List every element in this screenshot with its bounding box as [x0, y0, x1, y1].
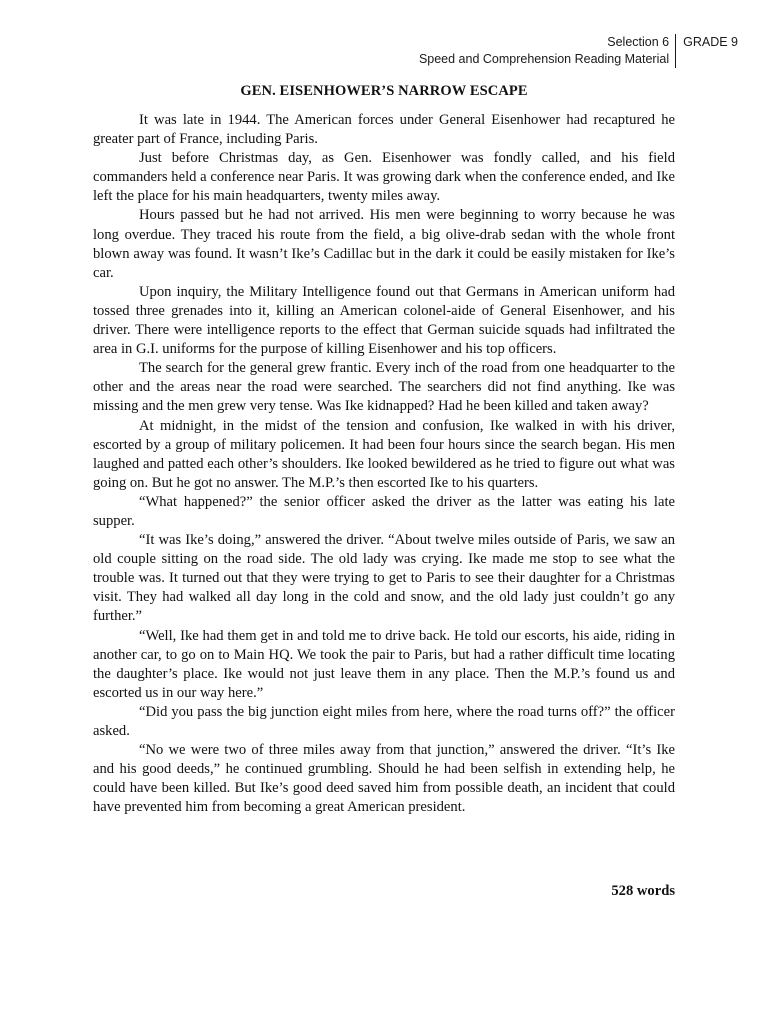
paragraph: “What happened?” the senior officer asked the driver as the latter was eating his late supper.: [93, 493, 675, 529]
header-right-block: [676, 34, 738, 68]
paragraph: Hours passed but he had not arrived. His men were beginning to worry because he was long overdue. They traced his route from the field, a big olive-drab sedan with the whole front blown away was found. It wasn’t Ike’s Cadillac but in the dark it could be easily mistaken for Ike’s car.: [93, 207, 675, 281]
word-count: 528 words: [611, 883, 675, 899]
selection-label: Selection 6: [607, 35, 670, 49]
document-body: [93, 111, 675, 817]
paragraph: “Well, Ike had them get in and told me to drive back. He told our escorts, his aide, riding in another car, to go on to Main HQ. We took the pair to Paris, but had a rather difficult time locating the daughter’s place. Ike would not just leave them in any place. Then the M.P.’s found us and escorted us in our way here.”: [93, 627, 675, 701]
document-title: GEN. EISENHOWER’S NARROW ESCAPE: [240, 83, 528, 99]
grade-label: GRADE 9: [683, 35, 738, 49]
paragraph: “Did you pass the big junction eight miles from here, where the road turns off?” the officer asked.: [93, 703, 675, 739]
paragraph: “No we were two of three miles away from that junction,” answered the driver. “It’s Ike and his good deeds,” he continued grumbling. Should he had been selfish in extending help, he could have been killed. But Ike’s good deed saved him from possible death, an incident that could have prevented him from becoming a great American president.: [93, 742, 675, 816]
paragraph: “It was Ike’s doing,” answered the driver. “About twelve miles outside of Paris, we saw an old couple sitting on the road side. The old lady was crying. Ike made me stop to see what the trouble was. It turned out that they were trying to get to Paris to see their daughter for a Christmas visit. They had walked all day long in the cold and snow, and the old lady just couldn’t go any further.”: [93, 532, 675, 625]
page-header: [419, 34, 738, 68]
paragraph: At midnight, in the midst of the tension and confusion, Ike walked in with his driver, escorted by a group of military policemen. It had been four hours since the search began. His men laughed and patted each other’s shoulders. Ike looked bewildered as he tried to figure out what was going on. But he got no answer. The M.P.’s then escorted Ike to his quarters.: [93, 417, 675, 491]
paragraph: The search for the general grew frantic. Every inch of the road from one headquarter to the other and the areas near the road were searched. The searchers did not find anything. Ike was missing and the men grew very tense. Was Ike kidnapped? Had he been killed and taken away?: [93, 360, 675, 415]
paragraph: Just before Christmas day, as Gen. Eisenhower was fondly called, and his field commanders held a conference near Paris. It was growing dark when the conference ended, and Ike left the place for his main headquarters, twenty miles away.: [93, 150, 675, 205]
material-label: Speed and Comprehension Reading Material: [418, 52, 670, 66]
header-left-block: [419, 34, 675, 68]
paragraph: It was late in 1944. The American forces under General Eisenhower had recaptured he greater part of France, including Paris.: [93, 112, 675, 148]
paragraph: Upon inquiry, the Military Intelligence found out that Germans in American uniform had tossed three grenades into it, killing an American colonel-aide of General Eisenhower, and his driver. There were intelligence reports to the effect that German suicide squads had infiltrated the area in G.I. uniforms for the purpose of killing Eisenhower and his top officers.: [93, 283, 675, 358]
